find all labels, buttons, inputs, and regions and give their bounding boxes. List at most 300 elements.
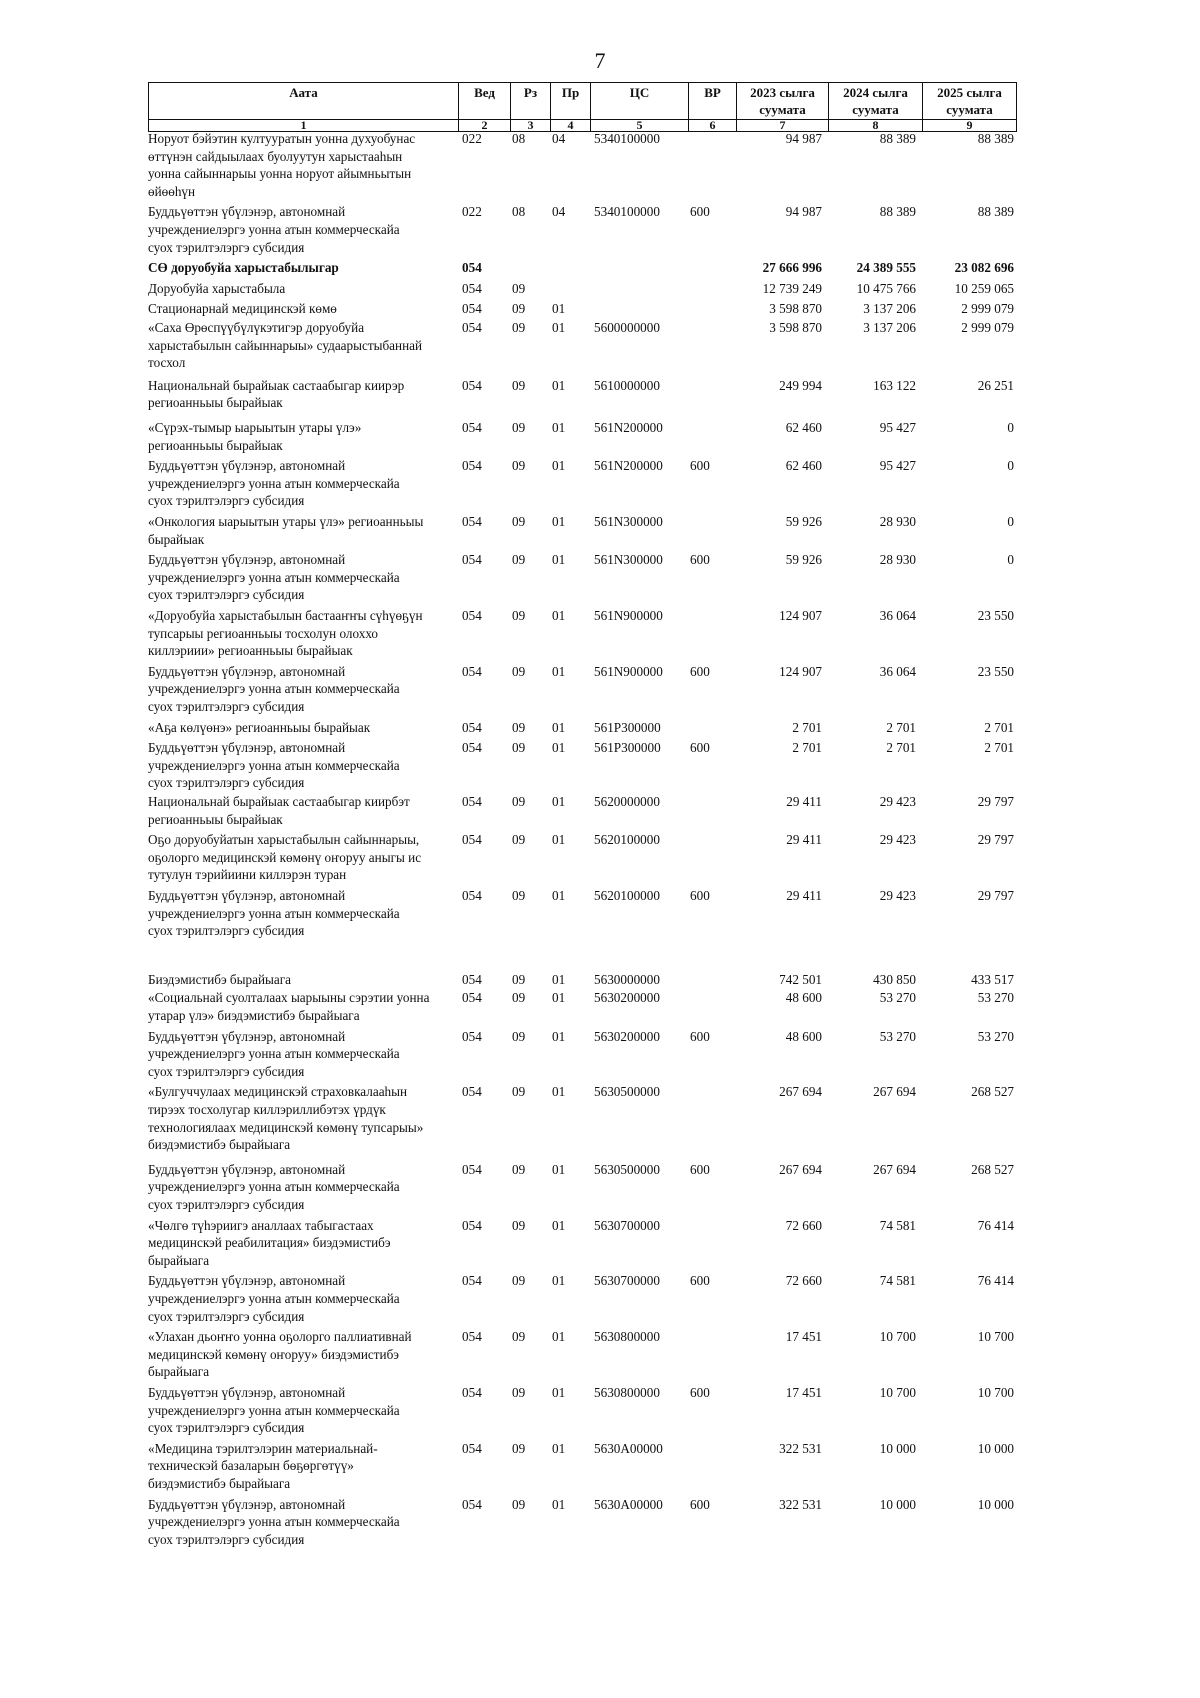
row-pr: 01 xyxy=(552,1028,566,1044)
row-name xyxy=(148,259,454,277)
row-v25: 10 259 065 xyxy=(954,280,1014,296)
row-v24: 88 389 xyxy=(879,131,916,146)
row-v23: 59 926 xyxy=(785,514,822,529)
row-name xyxy=(148,377,454,412)
row-v25: 433 517 xyxy=(971,971,1014,987)
row-name-line: суох тэрилтэлэргэ субсидия xyxy=(148,923,305,939)
row-cs: 5630A00000 xyxy=(594,1440,663,1456)
row-name xyxy=(148,719,454,737)
row-v23: 322 531 xyxy=(779,1496,822,1512)
row-v23: 3 598 870 xyxy=(769,301,822,317)
row-name-line: учреждениелэргэ уонна атын коммерческайа xyxy=(148,475,400,491)
row-v23: 124 907 xyxy=(779,608,822,623)
row-cs: 5600000000 xyxy=(594,320,660,335)
col-num-7: 7 xyxy=(737,120,829,132)
row-v24: 29 423 xyxy=(879,832,916,848)
row-v23: 62 460 xyxy=(785,458,822,474)
row-cs: 5620100000 xyxy=(594,888,660,903)
row-ved: 054 xyxy=(462,552,482,568)
row-pr: 01 xyxy=(552,1217,566,1233)
row-rz: 09 xyxy=(512,888,526,903)
row-v23: 267 694 xyxy=(779,1084,822,1100)
row-name-line: бырайыага xyxy=(148,1364,210,1380)
row-v23: 12 739 249 xyxy=(762,280,822,296)
row-name-line: суох тэрилтэлэргэ субсидия xyxy=(148,775,305,791)
row-cs: 5630200000 xyxy=(594,1028,660,1044)
page-number: 7 xyxy=(594,48,606,73)
row-v25: 29 797 xyxy=(977,794,1014,809)
row-pr: 01 xyxy=(552,377,566,393)
row-cs: 561N300000 xyxy=(594,514,663,529)
row-cs: 561P300000 xyxy=(594,719,661,735)
row-ved: 054 xyxy=(462,420,482,435)
row-cs: 5630700000 xyxy=(594,1273,660,1289)
row-rz: 09 xyxy=(512,794,526,809)
col-num-4: 4 xyxy=(551,120,591,132)
row-pr: 01 xyxy=(552,1273,566,1289)
row-name-line: Буддьүөттэн үбүлэнэр, автономнай xyxy=(148,204,346,220)
row-v24: 2 701 xyxy=(886,719,916,735)
row-ved: 054 xyxy=(462,320,482,335)
col-num-2: 2 xyxy=(459,120,511,132)
row-name-line: суох тэрилтэлэргэ субсидия xyxy=(148,1531,305,1547)
row-name-line: медицинскэй реабилитация» биэдэмистибэ xyxy=(148,1235,391,1251)
row-name-line: Оҕо доруобуйатын харыстабылын сайыннарыы, xyxy=(148,832,420,848)
row-vr: 600 xyxy=(690,663,710,679)
row-name xyxy=(148,457,454,510)
row-v24: 53 270 xyxy=(879,990,916,1006)
row-v25: 53 270 xyxy=(977,1028,1014,1044)
row-name xyxy=(148,1028,454,1081)
row-pr: 01 xyxy=(552,1084,566,1100)
row-name xyxy=(148,971,454,989)
row-name-line: уонна сайыннарыы уонна норуот айымньытын xyxy=(148,166,412,182)
row-v23: 2 701 xyxy=(792,719,822,735)
row-name xyxy=(148,1217,454,1270)
row-cs: 5630500000 xyxy=(594,1161,660,1177)
row-v25: 10 700 xyxy=(977,1329,1014,1345)
row-v23: 59 926 xyxy=(785,552,822,568)
row-name xyxy=(148,1384,454,1437)
row-ved: 022 xyxy=(462,204,482,220)
row-rz: 09 xyxy=(512,740,526,756)
row-vr: 600 xyxy=(690,1273,710,1289)
row-name-line: тутулун тэрийиини киллэрэн туран xyxy=(148,867,347,883)
row-rz: 08 xyxy=(512,204,526,220)
row-cs: 561N200000 xyxy=(594,458,663,474)
row-v23: 249 994 xyxy=(779,377,822,393)
row-name-line: Буддьүөттэн үбүлэнэр, автономнай xyxy=(148,740,346,756)
col-num-9: 9 xyxy=(923,120,1017,132)
row-vr: 600 xyxy=(690,1161,710,1177)
row-ved: 054 xyxy=(462,719,482,735)
row-cs: 5630A00000 xyxy=(594,1496,663,1512)
row-name xyxy=(148,1328,454,1381)
row-ved: 054 xyxy=(462,458,482,474)
header-vr: ВР xyxy=(689,83,737,120)
row-rz: 09 xyxy=(512,1217,526,1233)
row-ved: 054 xyxy=(462,888,482,903)
header-name: Аата xyxy=(149,83,459,120)
row-ved: 054 xyxy=(462,1273,482,1289)
row-rz: 09 xyxy=(512,663,526,679)
row-rz: 09 xyxy=(512,280,526,296)
row-v24: 95 427 xyxy=(879,458,916,474)
row-name xyxy=(148,130,454,200)
row-rz: 09 xyxy=(512,719,526,735)
row-v25: 23 550 xyxy=(977,663,1014,679)
row-vr: 600 xyxy=(690,204,710,220)
row-name-line: учреждениелэргэ уонна атын коммерческайа xyxy=(148,1046,400,1062)
row-v24: 267 694 xyxy=(873,1084,916,1100)
row-pr: 01 xyxy=(552,608,566,623)
row-name xyxy=(148,319,454,372)
row-v23: 94 987 xyxy=(785,204,822,220)
row-pr: 04 xyxy=(552,131,566,146)
row-name-line: региоанньыы бырайыак xyxy=(148,437,283,453)
row-v25: 0 xyxy=(1007,514,1014,529)
row-rz: 09 xyxy=(512,420,526,435)
row-name xyxy=(148,887,454,940)
row-name-line: «Медицина тэрилтэлэрин материальнай- xyxy=(148,1440,378,1456)
row-v23: 29 411 xyxy=(786,888,822,903)
row-pr: 04 xyxy=(552,204,566,220)
row-ved: 022 xyxy=(462,131,482,146)
row-cs: 561N300000 xyxy=(594,552,663,568)
header-2024: 2024 сылга суумата xyxy=(829,83,923,120)
row-v24: 74 581 xyxy=(879,1273,916,1289)
row-ved: 054 xyxy=(462,1440,482,1456)
row-ved: 054 xyxy=(462,990,482,1006)
row-ved: 054 xyxy=(462,1385,482,1400)
row-rz: 09 xyxy=(512,971,526,987)
row-name-line: суох тэрилтэлэргэ субсидия xyxy=(148,698,305,714)
row-rz: 09 xyxy=(512,458,526,474)
row-pr: 01 xyxy=(552,832,566,848)
row-rz: 09 xyxy=(512,832,526,848)
row-name-line: бырайыак xyxy=(148,531,205,547)
row-name-line: биэдэмистибэ бырайыага xyxy=(148,1475,291,1491)
row-cs: 5340100000 xyxy=(594,131,660,146)
row-pr: 01 xyxy=(552,320,566,335)
row-ved: 054 xyxy=(462,794,482,809)
col-num-8: 8 xyxy=(829,120,923,132)
row-v23: 27 666 996 xyxy=(762,260,822,276)
row-name-line: медицинскэй көмөнү оҥоруу» биэдэмистибэ xyxy=(148,1346,399,1362)
row-v25: 26 251 xyxy=(977,377,1014,393)
row-name-line: Буддьүөттэн үбүлэнэр, автономнай xyxy=(148,888,346,903)
row-cs: 5340100000 xyxy=(594,204,660,220)
row-v24: 29 423 xyxy=(879,794,916,809)
header-cs: ЦС xyxy=(591,83,689,120)
row-name-line: бырайыага xyxy=(148,1252,210,1268)
row-rz: 09 xyxy=(512,990,526,1006)
row-ved: 054 xyxy=(462,377,482,393)
row-ved: 054 xyxy=(462,1161,482,1177)
row-v25: 2 999 079 xyxy=(961,320,1014,335)
row-rz: 09 xyxy=(512,1440,526,1456)
row-name-line: тупсарыы региоанньыы тосхолун олоххо xyxy=(148,625,379,641)
row-cs: 5630200000 xyxy=(594,990,660,1006)
row-rz: 09 xyxy=(512,1329,526,1345)
row-name-line: Национальнай бырайыак састаабыгар киирбэт xyxy=(148,794,410,809)
col-num-6: 6 xyxy=(689,120,737,132)
row-name-line: «Социальнай суолталаах ыарыыны сэрэтии уонна xyxy=(148,990,430,1006)
row-ved: 054 xyxy=(462,1084,482,1100)
row-v24: 163 122 xyxy=(873,377,916,393)
row-v23: 62 460 xyxy=(785,420,822,435)
row-v25: 10 000 xyxy=(977,1496,1014,1512)
row-v23: 94 987 xyxy=(785,131,822,146)
row-name-line: технологиялаах медицинскэй көмөнү тупсарыы» xyxy=(148,1119,424,1135)
row-rz: 09 xyxy=(512,1084,526,1100)
row-v23: 72 660 xyxy=(785,1217,822,1233)
row-name-line: «Улахан дьоҥҥо уонна оҕолорго паллиативнай xyxy=(148,1329,412,1345)
row-rz: 09 xyxy=(512,1496,526,1512)
row-vr: 600 xyxy=(690,1385,710,1400)
header-2023: 2023 сылга суумата xyxy=(737,83,829,120)
row-name xyxy=(148,513,454,548)
row-name-line: тосхол xyxy=(148,355,186,371)
row-name-line: Биэдэмистибэ бырайыага xyxy=(148,971,291,987)
row-name-line: техническэй базаларын бөҕөргөтүү» xyxy=(148,1458,354,1474)
row-pr: 01 xyxy=(552,420,566,435)
col-num-3: 3 xyxy=(511,120,551,132)
row-name xyxy=(148,793,454,828)
row-name-line: Норуот бэйэтин култууратын уонна духуобунас xyxy=(148,131,416,146)
row-cs: 561N200000 xyxy=(594,420,663,435)
row-name-line: суох тэрилтэлэргэ субсидия xyxy=(148,1308,305,1324)
row-vr: 600 xyxy=(690,552,710,568)
row-vr: 600 xyxy=(690,740,710,756)
row-name-line: суох тэрилтэлэргэ субсидия xyxy=(148,1063,305,1079)
row-ved: 054 xyxy=(462,301,482,317)
row-name-line: учреждениелэргэ уонна атын коммерческайа xyxy=(148,221,400,237)
row-v23: 267 694 xyxy=(779,1161,822,1177)
row-v25: 268 527 xyxy=(971,1084,1014,1100)
row-name-line: СӨ доруобуйа харыстабылыгар xyxy=(148,260,339,276)
row-v24: 10 700 xyxy=(879,1385,916,1400)
row-v24: 28 930 xyxy=(879,514,916,529)
row-name-line: региоанньыы бырайыак xyxy=(148,811,283,827)
row-ved: 054 xyxy=(462,1329,482,1345)
row-name-line: киллэриии» региоанньыы бырайыак xyxy=(148,643,353,659)
row-pr: 01 xyxy=(552,663,566,679)
header-pr: Пр xyxy=(551,83,591,120)
row-name-line: суох тэрилтэлэргэ субсидия xyxy=(148,587,305,603)
row-rz: 09 xyxy=(512,320,526,335)
row-v23: 29 411 xyxy=(786,832,822,848)
row-ved: 054 xyxy=(462,260,482,276)
row-v25: 268 527 xyxy=(971,1161,1014,1177)
row-v24: 36 064 xyxy=(879,663,916,679)
row-v25: 2 701 xyxy=(984,719,1014,735)
row-name-line: Буддьүөттэн үбүлэнэр, автономнай xyxy=(148,1385,346,1400)
row-name-line: учреждениелэргэ уонна атын коммерческайа xyxy=(148,681,400,697)
row-name xyxy=(148,551,454,604)
row-v24: 36 064 xyxy=(879,608,916,623)
row-name-line: «Сүрэх-тымыр ыарыытын утары үлэ» xyxy=(148,420,362,435)
row-pr: 01 xyxy=(552,1385,566,1400)
row-name xyxy=(148,663,454,716)
row-name xyxy=(148,989,454,1024)
row-v25: 2 701 xyxy=(984,740,1014,756)
row-name-line: «Доруобуйа харыстабылын бастааҥҥы сүһүөҕүн xyxy=(148,608,423,623)
row-name xyxy=(148,739,454,792)
row-v24: 74 581 xyxy=(879,1217,916,1233)
row-vr: 600 xyxy=(690,458,710,474)
row-ved: 054 xyxy=(462,832,482,848)
row-name-line: биэдэмистибэ бырайыага xyxy=(148,1137,291,1153)
row-v25: 88 389 xyxy=(977,204,1014,220)
row-cs: 5610000000 xyxy=(594,377,660,393)
row-ved: 054 xyxy=(462,971,482,987)
row-name xyxy=(148,1440,454,1493)
row-name-line: учреждениелэргэ уонна атын коммерческайа xyxy=(148,1290,400,1306)
row-pr: 01 xyxy=(552,719,566,735)
row-cs: 5620100000 xyxy=(594,832,660,848)
row-name-line: учреждениелэргэ уонна атын коммерческайа xyxy=(148,905,400,921)
row-v23: 322 531 xyxy=(779,1440,822,1456)
row-pr: 01 xyxy=(552,740,566,756)
row-v23: 3 598 870 xyxy=(769,320,822,335)
row-name-line: Буддьүөттэн үбүлэнэр, автономнай xyxy=(148,1161,346,1177)
row-pr: 01 xyxy=(552,458,566,474)
row-name-line: Буддьүөттэн үбүлэнэр, автономнай xyxy=(148,1273,346,1289)
row-v24: 430 850 xyxy=(873,971,916,987)
row-name-line: «Аҕа көлүөнэ» региоанньыы бырайыак xyxy=(148,719,371,735)
row-name xyxy=(148,203,454,256)
row-name-line: учреждениелэргэ уонна атын коммерческайа xyxy=(148,569,400,585)
row-v23: 17 451 xyxy=(785,1385,822,1400)
row-v25: 88 389 xyxy=(977,131,1014,146)
row-v25: 0 xyxy=(1007,420,1014,435)
row-name-line: региоанньыы бырайыак xyxy=(148,395,283,411)
row-name-line: учреждениелэргэ уонна атын коммерческайа xyxy=(148,1179,400,1195)
row-pr: 01 xyxy=(552,794,566,809)
row-name-line: «Саха Өрөспүүбүлүкэтигэр доруобуйа xyxy=(148,320,365,335)
row-cs: 5630800000 xyxy=(594,1385,660,1400)
row-v23: 17 451 xyxy=(785,1329,822,1345)
row-name-line: учреждениелэргэ уонна атын коммерческайа xyxy=(148,757,400,773)
row-v24: 10 475 766 xyxy=(856,280,916,296)
header-ved: Вед xyxy=(459,83,511,120)
row-name xyxy=(148,1083,454,1153)
row-name xyxy=(148,607,454,660)
row-cs: 5630500000 xyxy=(594,1084,660,1100)
row-name xyxy=(148,280,454,298)
row-v25: 10 700 xyxy=(977,1385,1014,1400)
row-ved: 054 xyxy=(462,280,482,296)
row-name-line: Национальнай бырайыак састаабыгар киирэр xyxy=(148,377,405,393)
row-v24: 88 389 xyxy=(879,204,916,220)
row-v25: 0 xyxy=(1007,458,1014,474)
row-name-line: өттүнэн сайдыылаах буолуутун харыстааһын xyxy=(148,148,403,164)
row-rz: 09 xyxy=(512,377,526,393)
row-name-line: харыстабылын сайыннарыы» судаарыстыбаннай xyxy=(148,337,423,353)
row-name-line: суох тэрилтэлэргэ субсидия xyxy=(148,1420,305,1436)
row-pr: 01 xyxy=(552,301,566,317)
row-name-line: суох тэрилтэлэргэ субсидия xyxy=(148,1196,305,1212)
row-name-line: «Чөлгө түһэриигэ аналлаах табыгастаах xyxy=(148,1217,374,1233)
row-v25: 29 797 xyxy=(977,832,1014,848)
col-num-5: 5 xyxy=(591,120,689,132)
row-name xyxy=(148,1496,454,1549)
row-v24: 10 700 xyxy=(879,1329,916,1345)
row-v25: 23 550 xyxy=(977,608,1014,623)
row-pr: 01 xyxy=(552,971,566,987)
row-v23: 72 660 xyxy=(785,1273,822,1289)
row-v25: 76 414 xyxy=(977,1217,1014,1233)
row-name xyxy=(148,300,454,318)
row-cs: 5630000000 xyxy=(594,971,660,987)
row-name xyxy=(148,1272,454,1325)
row-name-line: утарар үлэ» биэдэмистибэ бырайыага xyxy=(148,1007,360,1023)
row-v23: 29 411 xyxy=(786,794,822,809)
row-pr: 01 xyxy=(552,552,566,568)
row-v23: 48 600 xyxy=(785,990,822,1006)
row-name-line: Буддьүөттэн үбүлэнэр, автономнай xyxy=(148,1496,346,1512)
col-num-1: 1 xyxy=(149,120,459,132)
row-rz: 09 xyxy=(512,1028,526,1044)
row-ved: 054 xyxy=(462,608,482,623)
row-vr: 600 xyxy=(690,1028,710,1044)
row-pr: 01 xyxy=(552,1329,566,1345)
row-cs: 561P300000 xyxy=(594,740,661,756)
row-name-line: «Онкология ыарыытын утары үлэ» региоанньыы xyxy=(148,514,424,529)
row-name-line: «Булгуччулаах медицинскэй страховкалааһын xyxy=(148,1084,408,1100)
row-name-line: суох тэрилтэлэргэ субсидия xyxy=(148,493,305,509)
row-name xyxy=(148,1161,454,1214)
row-name xyxy=(148,419,454,454)
row-rz: 09 xyxy=(512,301,526,317)
row-cs: 5630800000 xyxy=(594,1329,660,1345)
row-v23: 742 501 xyxy=(779,971,822,987)
row-vr: 600 xyxy=(690,1496,710,1512)
row-v25: 23 082 696 xyxy=(954,260,1014,276)
header-2025: 2025 сылга суумата xyxy=(923,83,1017,120)
row-v25: 2 999 079 xyxy=(961,301,1014,317)
row-v24: 95 427 xyxy=(879,420,916,435)
row-pr: 01 xyxy=(552,1161,566,1177)
row-name xyxy=(148,831,454,884)
row-v24: 3 137 206 xyxy=(863,320,916,335)
row-name-line: учреждениелэргэ уонна атын коммерческайа xyxy=(148,1402,400,1418)
row-cs: 561N900000 xyxy=(594,608,663,623)
row-v23: 124 907 xyxy=(779,663,822,679)
row-name-line: Буддьүөттэн үбүлэнэр, автономнай xyxy=(148,458,346,474)
header-rz: Рз xyxy=(511,83,551,120)
row-pr: 01 xyxy=(552,1496,566,1512)
row-name-line: өйөөһүн xyxy=(148,183,196,199)
row-ved: 054 xyxy=(462,1217,482,1233)
row-pr: 01 xyxy=(552,990,566,1006)
row-cs: 5630700000 xyxy=(594,1217,660,1233)
row-v24: 3 137 206 xyxy=(863,301,916,317)
row-pr: 01 xyxy=(552,888,566,903)
row-v24: 53 270 xyxy=(879,1028,916,1044)
row-v24: 267 694 xyxy=(873,1161,916,1177)
row-ved: 054 xyxy=(462,1496,482,1512)
row-name-line: суох тэрилтэлэргэ субсидия xyxy=(148,239,305,255)
row-v25: 0 xyxy=(1007,552,1014,568)
row-ved: 054 xyxy=(462,1028,482,1044)
row-name-line: Буддьүөттэн үбүлэнэр, автономнай xyxy=(148,1028,346,1044)
row-vr: 600 xyxy=(690,888,710,903)
row-ved: 054 xyxy=(462,514,482,529)
row-v24: 10 000 xyxy=(879,1496,916,1512)
row-v25: 29 797 xyxy=(977,888,1014,903)
